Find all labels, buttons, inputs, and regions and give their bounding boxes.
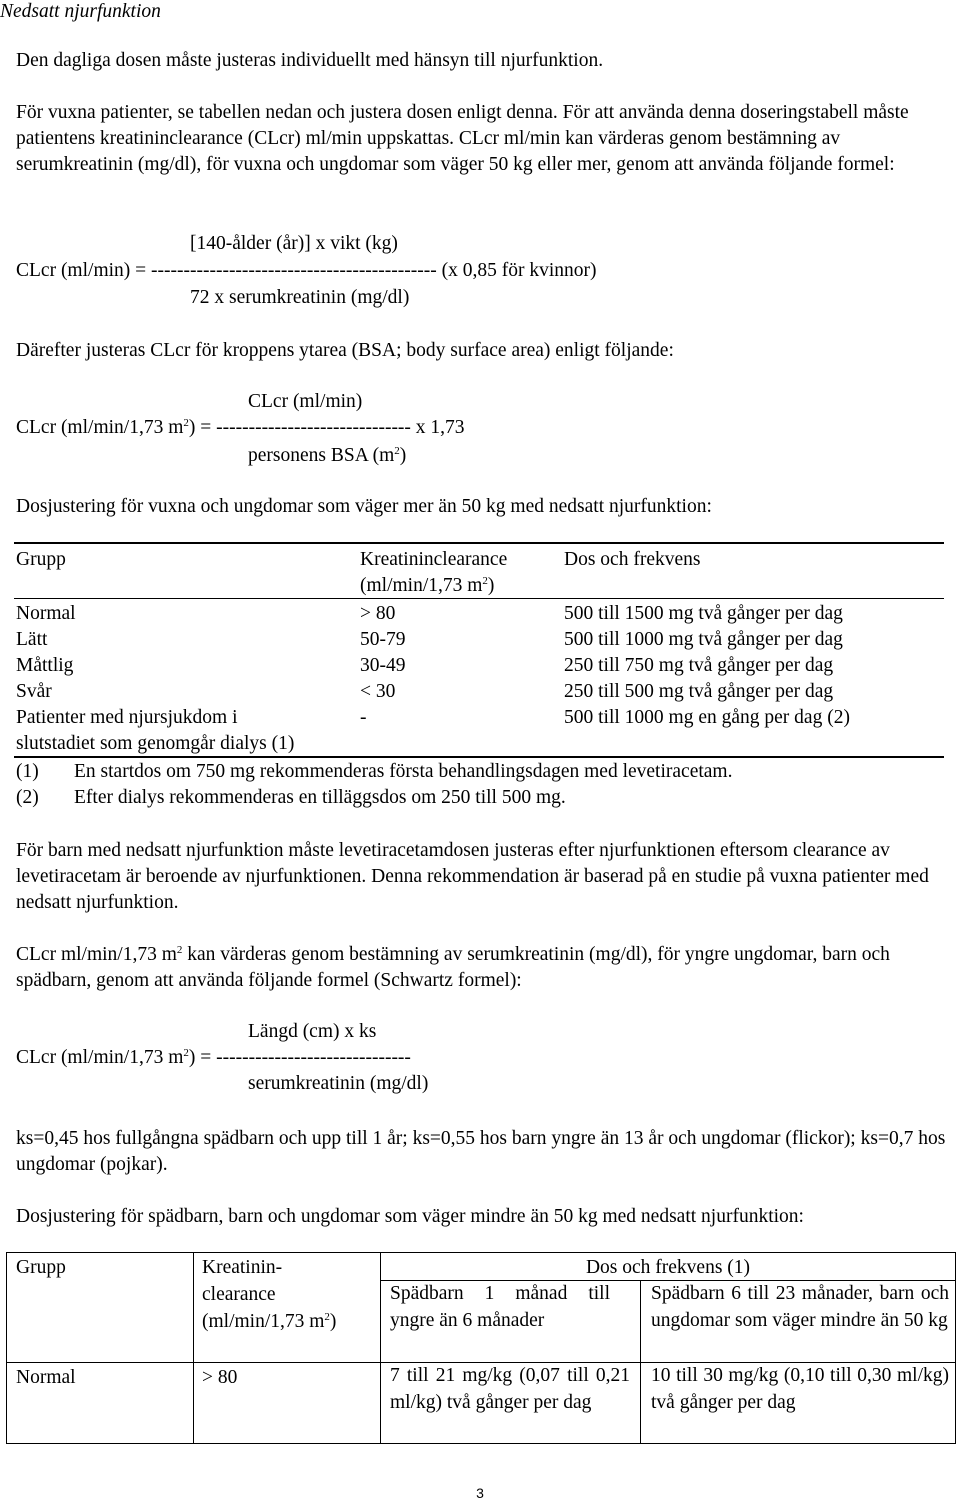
cell-group: Svår	[16, 681, 52, 702]
paragraph-bsa-adjust: Därefter justeras CLcr för kroppens ytarea (BSA; body surface area) enligt följande:	[16, 340, 674, 361]
page-number: 3	[476, 1485, 484, 1501]
table-rule	[193, 1252, 194, 1444]
cell-group-cont: slutstadiet som genomgår dialys (1)	[16, 733, 295, 754]
formula-lhs: CLcr (ml/min) = -------------------------------------------- (x 0,85 för kvinnor)	[16, 260, 597, 281]
cell-group: Patienter med njursjukdom i	[16, 707, 238, 728]
cell-clearance: < 30	[360, 681, 396, 702]
formula-denominator: serumkreatinin (mg/dl)	[248, 1073, 429, 1094]
cell-group: Måttlig	[16, 655, 74, 676]
table-header-dose: Dos och frekvens (1)	[585, 1257, 751, 1278]
cell-clearance: -	[360, 707, 367, 728]
formula-denominator: 72 x serumkreatinin (mg/dl)	[190, 287, 410, 308]
formula-lhs: CLcr (ml/min/1,73 $m^2$) = ------------------------------ x 1,73	[16, 417, 465, 438]
formula-numerator: Längd (cm) x ks	[248, 1021, 377, 1042]
table-header-clearance-unit: (ml/min/1,73 $m^2$)	[202, 1311, 337, 1332]
paragraph-schwartz-intro: CLcr ml/min/1,73 $m^2$ kan värderas genom bestämning av serumkreatinin (mg/dl), för yngre ungdomar, barn och spädbarn, genom att använda följande formel (Schwartz formel):	[16, 944, 890, 991]
table-subheader-infants: Spädbarn 1 månad till yngre än 6 månader	[390, 1283, 610, 1331]
paragraph-child-dose-intro: Dosjustering för spädbarn, barn och ungdomar som väger mindre än 50 kg med nedsatt njurfunktion:	[16, 1206, 804, 1227]
paragraph-daily-dose: Den dagliga dosen måste justeras individuellt med hänsyn till njurfunktion.	[16, 50, 604, 71]
paragraph-ks-values: ks=0,45 hos fullgångna spädbarn och upp till 1 år; ks=0,55 hos barn yngre än 13 år och ungdomar (flickor); ks=0,7 hos ungdomar (pojkar).	[16, 1128, 946, 1175]
table-header-group: Grupp	[16, 1257, 66, 1278]
table-header-rule	[14, 598, 944, 599]
table-bottom-rule	[14, 756, 944, 758]
formula-numerator: CLcr (ml/min)	[248, 391, 363, 412]
cell-clearance: > 80	[202, 1367, 238, 1388]
formula-lhs: CLcr (ml/min/1,73 $m^2$) = ------------------------------	[16, 1047, 411, 1068]
cell-dose-children: 10 till 30 mg/kg (0,10 till 0,30 ml/kg) två gånger per dag	[651, 1365, 949, 1413]
paragraph-adult-dose-intro: Dosjustering för vuxna och ungdomar som väger mer än 50 kg med nedsatt njurfunktion:	[16, 496, 712, 517]
table-subheader-children: Spädbarn 6 till 23 månader, barn och ungdomar som väger mindre än 50 kg	[651, 1283, 949, 1331]
table-rule	[6, 1252, 956, 1253]
table-header-clearance: Kreatinin-	[202, 1257, 283, 1278]
table-rule	[955, 1252, 956, 1444]
table-header-clearance: clearance	[202, 1284, 276, 1305]
paragraph-adult-instructions: För vuxna patienter, se tabellen nedan och justera dosen enligt denna. För att använda denna doseringstabell måste patientens kreatininclearance (CLcr) ml/min uppskattas. CLcr ml/min kan värderas genom bestämning av serumkreatinin (mg/dl), för vuxna och ungdomar som väger 50 kg eller mer, genom att använda följande formel:	[16, 102, 909, 175]
cell-dose: 250 till 750 mg två gånger per dag	[564, 655, 834, 676]
cell-dose: 500 till 1000 mg en gång per dag (2)	[564, 707, 850, 728]
cell-clearance: 50-79	[360, 629, 406, 650]
cell-dose: 500 till 1000 mg två gånger per dag	[564, 629, 843, 650]
table-rule	[640, 1280, 641, 1444]
section-heading: Nedsatt njurfunktion	[0, 1, 161, 22]
table-header-dose: Dos och frekvens	[564, 549, 701, 570]
table-rule	[6, 1443, 956, 1444]
paragraph-children: För barn med nedsatt njurfunktion måste levetiracetamdosen justeras efter njurfunktionen eftersom clearance av levetiracetam är beroende av njurfunktionen. Denna rekommendation är baserad på en studie på vuxna patienter med nedsatt njurfunktion.	[16, 840, 929, 913]
table-header-clearance-unit: (ml/min/1,73 $m^2$)	[360, 575, 495, 596]
cell-group: Normal	[16, 1367, 76, 1388]
cell-group: Lätt	[16, 629, 48, 650]
cell-dose: 250 till 500 mg två gånger per dag	[564, 681, 834, 702]
cell-clearance: > 80	[360, 603, 396, 624]
table-rule	[6, 1252, 7, 1444]
table-top-rule	[14, 542, 944, 544]
formula-denominator: personens BSA $(m^2)$	[248, 445, 407, 466]
formula-numerator: [140-ålder (år)] x vikt (kg)	[190, 233, 398, 254]
cell-dose: 500 till 1500 mg två gånger per dag	[564, 603, 843, 624]
table-rule	[380, 1252, 381, 1444]
cell-group: Normal	[16, 603, 76, 624]
table-header-group: Grupp	[16, 549, 66, 570]
cell-dose-infants: 7 till 21 mg/kg (0,07 till 0,21 ml/kg) två gånger per dag	[390, 1365, 630, 1413]
cell-clearance: 30-49	[360, 655, 406, 676]
table-header-clearance: Kreatininclearance	[360, 549, 508, 570]
